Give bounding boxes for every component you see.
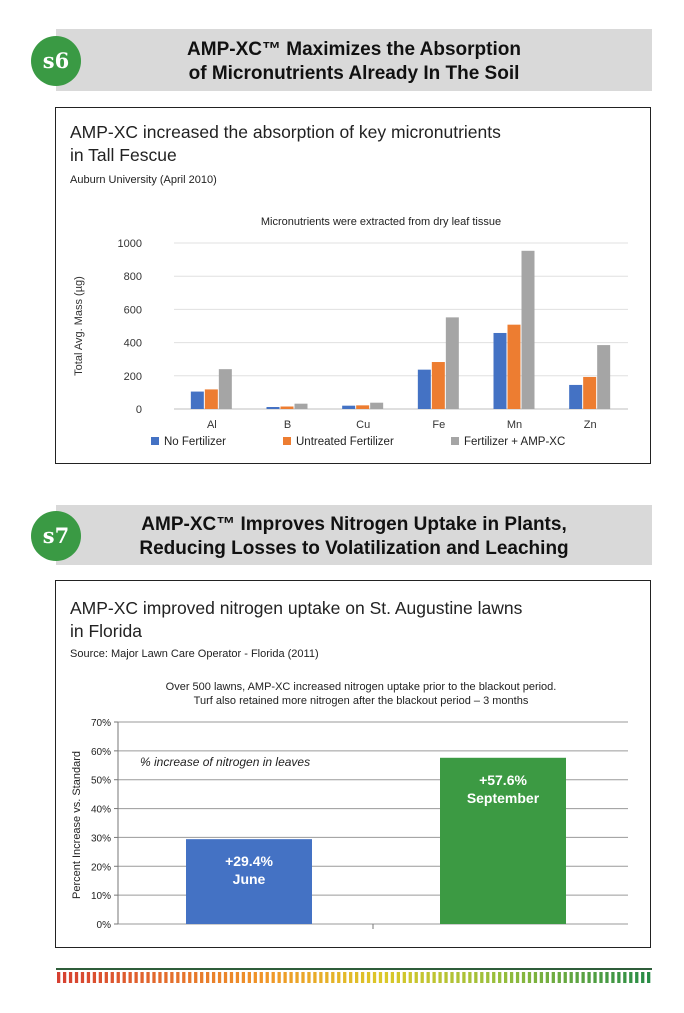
chart2-value-label: +57.6% xyxy=(479,771,527,788)
footer-stripe xyxy=(415,972,418,983)
footer-stripe xyxy=(254,972,257,983)
footer-stripe xyxy=(87,972,90,983)
footer-stripe xyxy=(170,972,173,983)
chart2-value-label: +29.4% xyxy=(225,853,273,870)
chart1-ytick-label: 200 xyxy=(123,370,142,383)
chart1-bar-b-series2 xyxy=(281,407,294,409)
footer-stripe xyxy=(69,972,72,983)
footer-stripe xyxy=(248,972,251,983)
section6-title-line2: of Micronutrients Already In The Soil xyxy=(188,63,520,84)
footer-stripe xyxy=(57,972,60,983)
footer-stripe xyxy=(438,972,441,983)
footer-stripe xyxy=(93,972,96,983)
footer-stripe xyxy=(635,972,638,983)
chart1-bar-cu-series3 xyxy=(370,403,383,409)
chart1-xtick-label: B xyxy=(283,419,292,431)
chart1-bar-b-series1 xyxy=(267,407,280,409)
chart2-ytick-label: 10% xyxy=(90,891,111,903)
footer-stripe xyxy=(468,972,471,983)
footer-stripe xyxy=(564,972,567,983)
footer-stripe xyxy=(307,972,310,983)
chart1-xtick-label: Cu xyxy=(356,419,371,431)
footer-stripe xyxy=(617,972,620,983)
footer-stripe xyxy=(361,972,364,983)
footer-stripe xyxy=(516,972,519,983)
footer-stripe xyxy=(206,972,209,983)
footer-stripe xyxy=(421,972,424,983)
footer-stripe xyxy=(81,972,84,983)
footer-stripe xyxy=(427,972,430,983)
footer-stripe xyxy=(176,972,179,983)
chart1-bar-al-series3 xyxy=(219,369,232,409)
footer-stripe xyxy=(117,972,120,983)
footer-stripe xyxy=(367,972,370,983)
section6-title-line1: AMP-XC™ Maximizes the Absorption xyxy=(187,39,521,60)
footer-stripe xyxy=(576,972,579,983)
footer-stripe xyxy=(492,972,495,983)
chart1-bar-al-series2 xyxy=(205,389,218,409)
chart1-ytick-label: 600 xyxy=(123,304,142,317)
footer-stripe xyxy=(504,972,507,983)
chart1-bar-cu-series1 xyxy=(342,406,355,409)
footer-stripe xyxy=(224,972,227,983)
footer-top-line xyxy=(56,968,652,970)
chart1-bar-b-series3 xyxy=(295,404,308,409)
footer-stripe xyxy=(158,972,161,983)
chart2-ytick-label: 60% xyxy=(90,746,111,758)
footer-stripe xyxy=(236,972,239,983)
footer-stripe xyxy=(301,972,304,983)
footer-stripe xyxy=(134,972,137,983)
chart1-bar-mn-series2 xyxy=(508,325,521,409)
chart1-ytick-label: 400 xyxy=(123,337,142,350)
chart2-ytick-label: 0% xyxy=(96,920,111,931)
footer-stripe xyxy=(99,972,102,983)
chart2-annotation: % increase of nitrogen in leaves xyxy=(140,755,311,769)
footer-stripe xyxy=(242,972,245,983)
chart1-legend-label: Fertilizer + AMP-XC xyxy=(464,436,566,448)
footer-stripe xyxy=(599,972,602,983)
footer-stripe xyxy=(319,972,322,983)
section7-badge: s7 xyxy=(31,511,81,561)
chart1-legend-swatch xyxy=(451,437,459,445)
footer-stripe xyxy=(140,972,143,983)
chart2-category-label: September xyxy=(466,789,540,806)
footer-stripe xyxy=(355,972,358,983)
chart2-source: Source: Major Lawn Care Operator - Florida (2011) xyxy=(70,648,319,660)
footer-stripe xyxy=(498,972,501,983)
footer-stripe xyxy=(462,972,465,983)
footer-stripe xyxy=(325,972,328,983)
footer-stripe xyxy=(63,972,66,983)
footer-stripe xyxy=(540,972,543,983)
chart2-ytick-label: 50% xyxy=(90,775,111,787)
chart1-bar-fe-series2 xyxy=(432,362,445,409)
chart2-ytick-label: 20% xyxy=(90,862,111,874)
footer-stripe xyxy=(266,972,269,983)
footer-stripe xyxy=(474,972,477,983)
footer-stripe xyxy=(522,972,525,983)
chart2-subtitle-line2: Turf also retained more nitrogen after the blackout period – 3 months xyxy=(193,695,529,707)
chart1-plot xyxy=(56,183,649,463)
chart1-xtick-label: Zn xyxy=(583,419,597,431)
footer-stripe xyxy=(313,972,316,983)
chart2-ytick-label: 30% xyxy=(90,833,111,845)
chart1-bar-fe-series1 xyxy=(418,370,431,409)
footer-stripe xyxy=(278,972,281,983)
footer-stripe xyxy=(409,972,412,983)
section7-title-line2: Reducing Losses to Volatilization and Leaching xyxy=(139,538,569,559)
footer-stripe xyxy=(528,972,531,983)
footer-stripe xyxy=(230,972,233,983)
chart1-xtick-label: Mn xyxy=(506,419,523,431)
chart1-ylabel: Total Avg. Mass (µg) xyxy=(73,276,85,376)
chart1-legend-label: No Fertilizer xyxy=(164,436,226,448)
chart1-legend-swatch xyxy=(151,437,159,445)
chart1-subtitle: Micronutrients were extracted from dry leaf tissue xyxy=(260,216,502,228)
footer-stripe xyxy=(289,972,292,983)
footer-stripe xyxy=(587,972,590,983)
footer-stripe xyxy=(391,972,394,983)
footer-stripe xyxy=(593,972,596,983)
footer-stripe xyxy=(164,972,167,983)
footer-stripe xyxy=(444,972,447,983)
footer-stripe xyxy=(605,972,608,983)
footer-stripe xyxy=(570,972,573,983)
footer-stripe xyxy=(283,972,286,983)
chart2-title-line1: AMP-XC improved nitrogen uptake on St. Augustine lawns xyxy=(70,598,523,618)
footer-stripe xyxy=(373,972,376,983)
chart1-bar-zn-series1 xyxy=(569,385,582,409)
footer-stripe xyxy=(152,972,155,983)
chart1-title-line2: in Tall Fescue xyxy=(70,145,177,165)
footer-stripe xyxy=(349,972,352,983)
footer-stripe xyxy=(111,972,114,983)
footer-stripe xyxy=(581,972,584,983)
footer-stripe xyxy=(218,972,221,983)
footer-stripe xyxy=(337,972,340,983)
footer-stripe xyxy=(379,972,382,983)
footer-stripes xyxy=(56,968,652,983)
chart2-ytick-label: 40% xyxy=(90,804,111,816)
chart1-bar-cu-series2 xyxy=(356,405,369,409)
section7-title-line1: AMP-XC™ Improves Nitrogen Uptake in Plants, xyxy=(141,514,567,535)
chart1-title-line1: AMP-XC increased the absorption of key micronutrients xyxy=(70,122,501,142)
chart2-plot xyxy=(56,666,649,946)
footer-stripe xyxy=(480,972,483,983)
chart1-legend-swatch xyxy=(283,437,291,445)
footer-stripe xyxy=(385,972,388,983)
footer-stripe xyxy=(486,972,489,983)
footer-stripe xyxy=(194,972,197,983)
footer-stripe xyxy=(558,972,561,983)
footer-stripe xyxy=(212,972,215,983)
footer-stripe xyxy=(105,972,108,983)
footer-stripe xyxy=(647,972,650,983)
chart1-xtick-label: Al xyxy=(206,419,217,431)
chart1-bar-mn-series3 xyxy=(522,251,535,409)
footer-stripe xyxy=(75,972,78,983)
footer-stripe xyxy=(552,972,555,983)
chart1-ytick-label: 1000 xyxy=(117,238,142,250)
chart2-box xyxy=(55,580,651,948)
footer-stripe xyxy=(403,972,406,983)
chart2-ylabel: Percent Increase vs. Standard xyxy=(71,751,83,899)
footer-stripe xyxy=(331,972,334,983)
footer-stripe xyxy=(188,972,191,983)
footer-stripe xyxy=(456,972,459,983)
chart2-title-line2: in Florida xyxy=(70,621,142,641)
footer-stripe xyxy=(546,972,549,983)
chart2-subtitle-line1: Over 500 lawns, AMP-XC increased nitrogen uptake prior to the blackout period. xyxy=(165,681,557,693)
chart1-bar-al-series1 xyxy=(191,392,204,409)
chart1-ytick-label: 800 xyxy=(123,271,142,284)
footer-stripe xyxy=(295,972,298,983)
footer-stripe xyxy=(343,972,346,983)
footer-stripe xyxy=(629,972,632,983)
section7-banner xyxy=(56,505,652,565)
chart1-bar-mn-series1 xyxy=(494,333,507,409)
footer-stripe xyxy=(641,972,644,983)
chart1-box xyxy=(55,107,651,464)
section6-badge: s6 xyxy=(31,36,81,86)
footer-stripe xyxy=(123,972,126,983)
footer-stripe xyxy=(450,972,453,983)
footer-stripe xyxy=(397,972,400,983)
chart1-source: Auburn University (April 2010) xyxy=(70,174,217,186)
footer-stripe xyxy=(146,972,149,983)
footer-stripe xyxy=(611,972,614,983)
chart2-category-label: June xyxy=(232,871,266,888)
chart1-bar-zn-series3 xyxy=(597,345,610,409)
footer-stripe xyxy=(623,972,626,983)
footer-stripe xyxy=(432,972,435,983)
footer-stripe xyxy=(129,972,132,983)
footer-stripe xyxy=(510,972,513,983)
chart1-bar-zn-series2 xyxy=(583,377,596,409)
footer-stripe xyxy=(200,972,203,983)
footer-stripe xyxy=(182,972,185,983)
footer-stripe xyxy=(272,972,275,983)
section6-banner xyxy=(56,29,652,91)
footer-stripe xyxy=(260,972,263,983)
chart2-ytick-label: 70% xyxy=(90,718,111,729)
footer-stripe xyxy=(534,972,537,983)
chart1-legend-label: Untreated Fertilizer xyxy=(296,436,394,448)
chart1-bar-fe-series3 xyxy=(446,317,459,409)
chart1-ytick-label: 0 xyxy=(135,404,142,416)
chart1-xtick-label: Fe xyxy=(432,419,446,431)
